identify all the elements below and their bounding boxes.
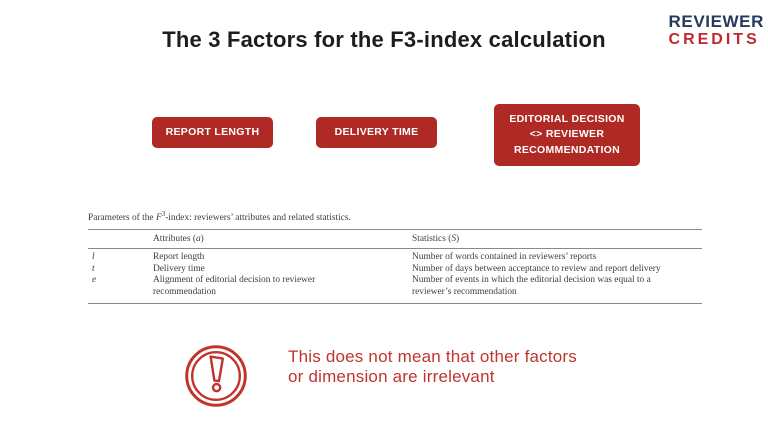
table-row [88, 252, 702, 264]
table-caption [88, 210, 702, 223]
symbol-cell: t [92, 263, 95, 274]
symbol-cell: l [92, 252, 95, 263]
attribute-cell: Report length [153, 252, 205, 263]
page-title: The 3 Factors for the F3-index calculation [162, 27, 606, 52]
factor-button-editorial-decision[interactable] [494, 104, 640, 166]
header-symbol-cell [88, 234, 153, 244]
statistic-cell: Number of events in which the editorial decision was equal to a reviewer’s recommendation [412, 275, 651, 297]
table-row [88, 275, 702, 298]
factor-label: REPORT LENGTH [165, 125, 260, 138]
caption-superscript: 3 [161, 210, 166, 218]
table-row [88, 264, 702, 276]
caption-f-symbol: F [155, 213, 162, 224]
attribute-cell: Delivery time [153, 263, 205, 274]
warning-text-line: or dimension are irrelevant [288, 367, 495, 386]
caption-text: -index: reviewers’ attributes and related statistics. [165, 213, 351, 224]
attribute-cell: Alignment of editorial decision to reviewer recommendation [153, 275, 316, 297]
factor-label-line: <> REVIEWER [529, 128, 605, 141]
table-body [88, 249, 702, 304]
factor-label: DELIVERY TIME [334, 125, 419, 138]
factor-label-line: EDITORIAL DECISION [509, 113, 625, 126]
table-header-row [88, 229, 702, 249]
parameters-table [88, 229, 702, 304]
statistic-cell: Number of words contained in reviewers’ reports [412, 252, 597, 263]
logo-credits-text: CREDITS [668, 31, 760, 48]
caption-text: Parameters of the [88, 213, 156, 224]
warning-text [288, 347, 577, 387]
logo-reviewer-text: REVIEWER [668, 12, 764, 31]
header-attributes-cell: Attributes (a) [153, 234, 204, 245]
reviewer-credits-logo [669, 13, 764, 48]
warning-text-line: This does not mean that other factors [288, 347, 577, 366]
exclamation-circle-icon [184, 344, 248, 408]
statistic-cell: Number of days between acceptance to review and report delivery [412, 263, 661, 274]
factor-label-line: RECOMMENDATION [513, 143, 621, 156]
header-statistics-cell: Statistics (S) [412, 234, 460, 245]
factor-button-delivery-time[interactable] [316, 117, 437, 148]
factor-button-report-length[interactable] [152, 117, 273, 148]
parameters-table-figure [88, 210, 702, 304]
symbol-cell: e [92, 275, 97, 286]
